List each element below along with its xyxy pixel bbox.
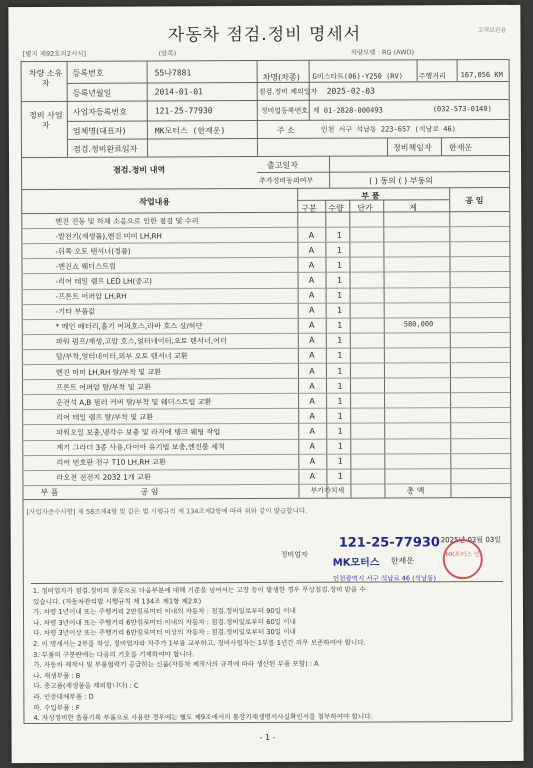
manager-value: 한재운 — [448, 143, 473, 153]
parts-division: A — [308, 245, 315, 255]
grid-line — [257, 171, 509, 173]
row-divider — [21, 226, 509, 229]
company-seal — [443, 539, 483, 579]
issue-date: 2025년 02월 03일 — [440, 535, 502, 545]
parts-division: A — [309, 351, 315, 361]
parts-quantity: 1 — [337, 335, 343, 345]
footer-note-line: 1. 정비업자가 점검.정비의 잘못으로 다음부분에 대해 기준을 넘어서는 고장 등이 발생한 경우 무상점검.정비 받을 수 — [32, 585, 366, 596]
grid-line — [329, 156, 330, 188]
parts-quantity: 1 — [336, 245, 342, 255]
repair-reg-label: 정비업등록번호 — [260, 106, 309, 116]
reg-number-label: 등록번호 — [72, 68, 104, 78]
car-model-label: 차량모델 : RG (AWD) — [350, 48, 415, 57]
car-name-value: G비스타트(06)-Y250 (RV) — [312, 72, 403, 81]
work-item: -발전기(재생품),엔진 미미 LH,RH — [55, 231, 162, 241]
parts-division: A — [308, 305, 315, 315]
grid-line — [387, 137, 388, 155]
out-date-label: 출고일자 — [267, 160, 298, 170]
work-item: 탑/부착,얼터네이터,외부 오토 텐셔너 교환 — [55, 351, 188, 362]
grid-line — [21, 211, 509, 214]
col-division: 구분 — [301, 203, 317, 213]
parts-division: A — [309, 366, 315, 376]
issuer-label: 정비업자 — [280, 550, 308, 559]
col-sum: 계 — [409, 203, 417, 213]
customer-copy-label: 고객보관용 — [477, 26, 507, 35]
parts-quantity: 1 — [336, 230, 342, 240]
business-section-label: 정비 사업자 — [29, 110, 63, 130]
row-divider — [21, 241, 509, 244]
reg-date-label: 등록년월일 — [72, 88, 112, 98]
grid-line — [309, 100, 310, 120]
work-item: 리어 번호판 전구 T10 LH,RH 교환 — [56, 457, 166, 468]
parts-division: A — [308, 320, 315, 330]
footer-note-line: 2. 이 명세서는 2부를 작성, 정비업자와 차주가 1부를 교부하고, 정비사업자는 1부를 1년간 의무 보존하여야 합니다. — [33, 638, 366, 648]
grid-line — [21, 187, 509, 190]
work-item: -뒤쪽 오토 텐셔너(정품) — [55, 246, 131, 256]
work-item: 라오전 전전지 2032 1개 교환 — [56, 472, 151, 483]
row-divider — [22, 468, 510, 471]
mileage-label: 주행거리 — [418, 72, 446, 81]
parts-quantity: 1 — [337, 366, 343, 376]
parts-quantity: 1 — [337, 320, 343, 330]
parts-amount: 580,000 — [403, 320, 434, 329]
grid-line — [509, 59, 513, 721]
work-item: 리어 테일 램프 탈/부착 및 교환 — [56, 412, 154, 422]
row-divider — [22, 453, 510, 456]
work-item: 프론트 어퍼암 탈/부착 및 교환 — [55, 382, 151, 392]
work-item: -리어 테일 램프 LED LH(중고) — [55, 276, 152, 286]
mileage-value: 167,056 KM — [460, 70, 503, 80]
work-item: 엔진 진동 및 하체 소음으로 인한 점검 및 수리 — [55, 215, 199, 226]
repair-reg-value: 제 01-2828-000493 — [312, 106, 383, 115]
total-amount-label: 총 액 — [406, 486, 425, 496]
work-item: 파워 펌프/재생,고압 호스,얼터네이터,오토 텐셔너,어더 — [55, 336, 228, 347]
row-divider — [22, 377, 510, 380]
address-value: 인천 서구 석남동 223-657 (석남로 46) — [320, 125, 456, 134]
footer-note-line: 마. 수입부품 : F — [33, 703, 80, 712]
grid-line — [67, 119, 509, 122]
form-side: (앞쪽) — [158, 49, 177, 58]
consent-value: ( ) 동의 ( ) 부동의 — [369, 176, 433, 186]
col-unit-price: 단가 — [357, 203, 373, 213]
inspect-date-label: 점검.정비 제의일자 — [258, 87, 318, 97]
parts-quantity: 1 — [337, 456, 343, 466]
footer-note-line: 다. 차령 3년이상 또는 주행거리 6만킬로미터 이상의 자동차 : 점검.정비일로부터 30일 이내 — [33, 628, 296, 638]
document-title: 자동차 점검.정비 명세서 — [167, 24, 362, 46]
grid-line — [449, 187, 451, 497]
footer-note-line: 있습니다. (자동차관리법 시행규칙 제 134조 제1항 제2호) — [32, 596, 202, 606]
parts-quantity: 1 — [337, 305, 343, 315]
issuer-note: [사업자준수사항] 제 58조제4항 및 같은 법 시행규칙 제 134조제2항에 따라 위와 같이 발급합니다. — [26, 506, 308, 517]
grid-line — [441, 137, 442, 155]
manager-label: 정비책임자 — [392, 143, 432, 153]
big-biz-number: 121-25-77930 — [338, 535, 440, 551]
grid-line — [21, 155, 509, 158]
detail-label: 점검.정비 내역 — [113, 165, 166, 175]
row-divider — [22, 317, 510, 320]
work-item: 운전석 A,B 필러 커버 탈/부착 및 웨더스트립 교환 — [56, 396, 212, 407]
total-vat-label: 부가가치세 — [310, 486, 345, 495]
grid-line — [67, 61, 68, 157]
parts-division: A — [309, 471, 316, 481]
row-divider — [22, 347, 510, 350]
work-header: 작업내용 — [139, 197, 171, 207]
parts-division: A — [309, 396, 315, 406]
row-divider — [22, 407, 510, 410]
grid-line — [67, 137, 509, 140]
work-item: * 메인 배터리,흡기 어퍼호스,라바 호스 상/하단 — [55, 321, 203, 332]
completion-date-label: 점검.정비완료일자 — [72, 144, 138, 154]
car-name-label: 차명(차종) — [262, 72, 300, 83]
grid-line — [257, 60, 258, 100]
total-parts-label: 부 품 — [40, 487, 59, 497]
footer-note-line: 라. 인증대체부품 : D — [33, 692, 94, 701]
parts-division: A — [309, 336, 315, 346]
grid-line — [22, 497, 510, 500]
grid-line — [457, 59, 458, 81]
footer-note-line: 가. 차령 1년이내 또는 주행거리 2만킬로미터 이내의 자동차 : 점검.정비일로부터 90일 이내 — [32, 607, 296, 617]
footer-note-line: 나. 차령 3년이내 또는 주행거리 6만킬로미터 이내의 자동차 : 점검.정비일로부터 60일 이내 — [33, 617, 296, 627]
row-divider — [22, 437, 510, 440]
footer-note-line: 3. 부품의 구분란에는 다음의 기호를 기재하여야 합니다. — [33, 649, 195, 659]
parts-division: A — [308, 290, 315, 300]
company-stamp-name: MK모터스 — [332, 557, 380, 569]
biz-number-value: 121-25-77930 — [154, 106, 213, 116]
parts-division: A — [309, 381, 315, 391]
form-number: [별지 제92호의2서식] — [22, 49, 87, 59]
row-divider — [21, 256, 509, 259]
grid-line — [257, 100, 258, 156]
footer-note-line: 나. 재생부품 : B — [33, 671, 81, 680]
labor-header: 공 임 — [465, 196, 484, 206]
inspect-date-value: 2025-02-03 — [326, 86, 375, 96]
row-divider — [22, 362, 510, 365]
parts-quantity: 1 — [336, 275, 343, 285]
row-divider — [22, 422, 510, 425]
biz-number-label: 사업자등록번호 — [72, 107, 127, 117]
grid-line — [147, 61, 148, 157]
reg-date-value: 2014-01-01 — [154, 87, 203, 97]
row-divider — [22, 271, 510, 274]
reg-number-value: 55나7881 — [154, 68, 192, 78]
parts-quantity: 1 — [337, 351, 343, 361]
parts-division: A — [309, 456, 316, 466]
work-item: -기타 부품값 — [55, 306, 96, 317]
col-quantity: 수량 — [328, 203, 344, 213]
company-name-label: 업체명(대표자) — [72, 126, 126, 136]
document-page — [8, 5, 523, 763]
parts-header: 부 품 — [361, 191, 380, 201]
work-item: -엔진쇼 웨더스트립 — [55, 261, 116, 271]
row-divider — [22, 332, 510, 335]
parts-division: A — [308, 230, 315, 240]
work-item: 엔진 미미 LH,RH 탈/부착 및 교환 — [55, 366, 162, 377]
row-divider — [22, 302, 510, 305]
owner-section-label: 차량 소유자 — [28, 68, 63, 88]
parts-quantity: 1 — [337, 396, 343, 406]
parts-quantity: 1 — [337, 381, 343, 391]
parts-division: A — [309, 411, 315, 421]
parts-division: A — [309, 426, 315, 436]
consent-label: 추가정비동의여부 — [259, 176, 314, 186]
work-item: 파워오일 보충,냉각수 보충 및 라지에 탱크 웨팅 작업 — [56, 427, 221, 437]
phone-value: (032-573-0140) — [432, 105, 492, 114]
row-divider — [22, 286, 510, 289]
footer-notes — [33, 584, 504, 724]
representative: 한재운 — [390, 556, 414, 566]
parts-quantity: 1 — [336, 260, 343, 270]
address-label: 주 소 — [276, 125, 295, 135]
footer-note-line: 다. 중고품(재생품을 제외합니다) : C — [33, 681, 139, 691]
parts-division: A — [309, 441, 316, 451]
parts-quantity: 1 — [337, 426, 343, 436]
grid-line — [21, 61, 25, 723]
parts-quantity: 1 — [337, 441, 343, 451]
footer-note-line: 가. 자동차 제작사 및 부품협력기 공급하는 신품(자동차 제작사의 규격에 따라 생산된 부품 포함) : A — [33, 659, 319, 670]
company-name-value: MK모터스 (한재운) — [154, 126, 226, 136]
page-number: - 1 - — [259, 732, 276, 743]
parts-quantity: 1 — [337, 411, 343, 421]
total-labor-label: 공 임 — [140, 487, 159, 497]
grid-line — [21, 99, 509, 102]
grid-line — [21, 59, 509, 62]
parts-quantity: 1 — [337, 471, 343, 481]
row-divider — [22, 483, 510, 486]
seal-text: MK모터스 인 — [445, 551, 480, 559]
work-item: 계기 그라더 3종 사용,다이아 유기법 보충,엔진룸 세척 — [56, 442, 225, 452]
company-address-stamp: 인천광역시 서구 석남로 46 (석남동) — [332, 574, 437, 583]
parts-division: A — [308, 260, 315, 270]
footer-note-line: 4. 자성정비한 흡품기록 부품으로 사용한 경우에는 별도 제9조에서의 통장기재생명서사실확인서를 첨부하여야 합니다. — [33, 712, 373, 723]
parts-division: A — [308, 275, 315, 285]
grid-line — [417, 59, 418, 81]
parts-quantity: 1 — [337, 290, 343, 300]
row-divider — [22, 392, 510, 395]
grid-line — [297, 188, 299, 498]
work-item: -프론트 어퍼암 LH,RH — [55, 291, 127, 301]
